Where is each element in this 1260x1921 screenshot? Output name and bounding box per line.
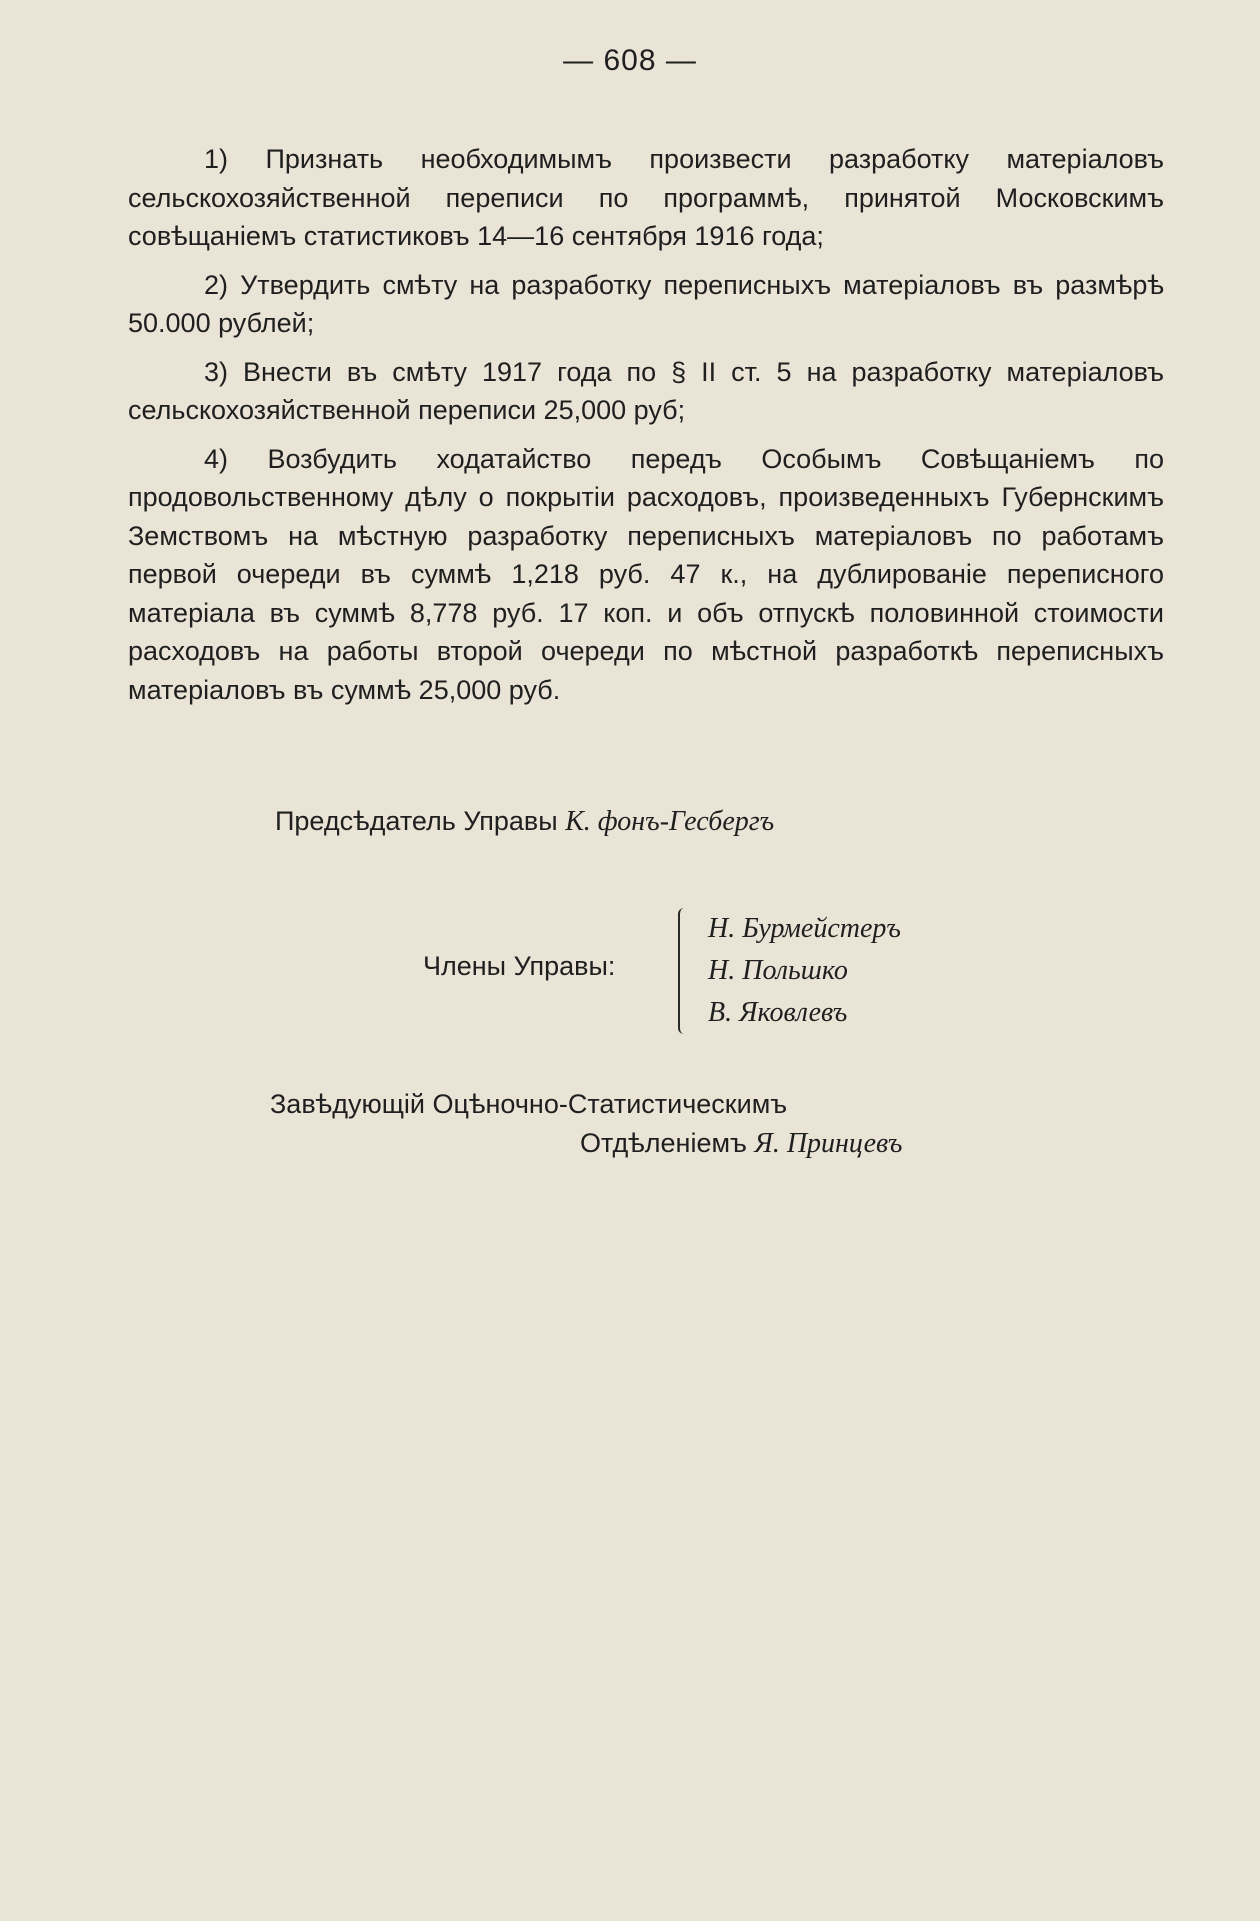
member-name: В. Яковлевъ bbox=[708, 997, 848, 1028]
chairman-signature bbox=[275, 802, 774, 841]
department-head-signature bbox=[580, 1124, 902, 1163]
chairman-title: Предсѣдатель Управы bbox=[275, 806, 558, 836]
department-head-name: Я. Принцевъ bbox=[754, 1128, 903, 1159]
department-head-title-line2: Отдѣленіемъ bbox=[580, 1128, 747, 1158]
members-label: Члены Управы: bbox=[423, 951, 616, 981]
resolution-text bbox=[128, 140, 1164, 719]
page-number: — 608 — bbox=[563, 44, 697, 77]
department-head-title: Завѣдующій Оцѣночно-Статистическимъ bbox=[270, 1089, 788, 1119]
resolution-item-3: 3) Внести въ смѣту 1917 года по § II ст. 5 на разработку матеріаловъ сельскохозяйственной переписи 25,000 руб; bbox=[128, 356, 1164, 425]
resolution-item-2: 2) Утвердить смѣту на разработку переписныхъ матеріаловъ въ размѣрѣ 50.000 рублей; bbox=[128, 269, 1164, 338]
members-list bbox=[678, 908, 901, 1034]
resolution-item-4: 4) Возбудить ходатайство передъ Особымъ Совѣщаніемъ по продовольственному дѣлу о покрытіи расходовъ, произведенныхъ Губернскимъ Земствомъ на мѣстную разработку переписныхъ матеріаловъ по работамъ первой очереди въ суммѣ 1,218 руб. 47 к., на дублированіе переписного матеріала въ суммѣ 8,778 руб. 17 коп. и объ отпускѣ половинной стоимости расходовъ на работы второй очереди по мѣстной разработкѣ переписныхъ матеріаловъ въ суммѣ 25,000 руб. bbox=[128, 443, 1164, 705]
member-name: Н. Польшко bbox=[708, 955, 848, 986]
chairman-name: К. фонъ-Гесбергъ bbox=[565, 806, 775, 837]
member-name: Н. Бурмейстеръ bbox=[708, 913, 901, 944]
resolution-item-1: 1) Признать необходимымъ произвести разработку матеріаловъ сельскохозяйственной переписи по программѣ, принятой Московскимъ совѣщаніемъ статистиковъ 14—16 сентября 1916 года; bbox=[128, 144, 1164, 251]
